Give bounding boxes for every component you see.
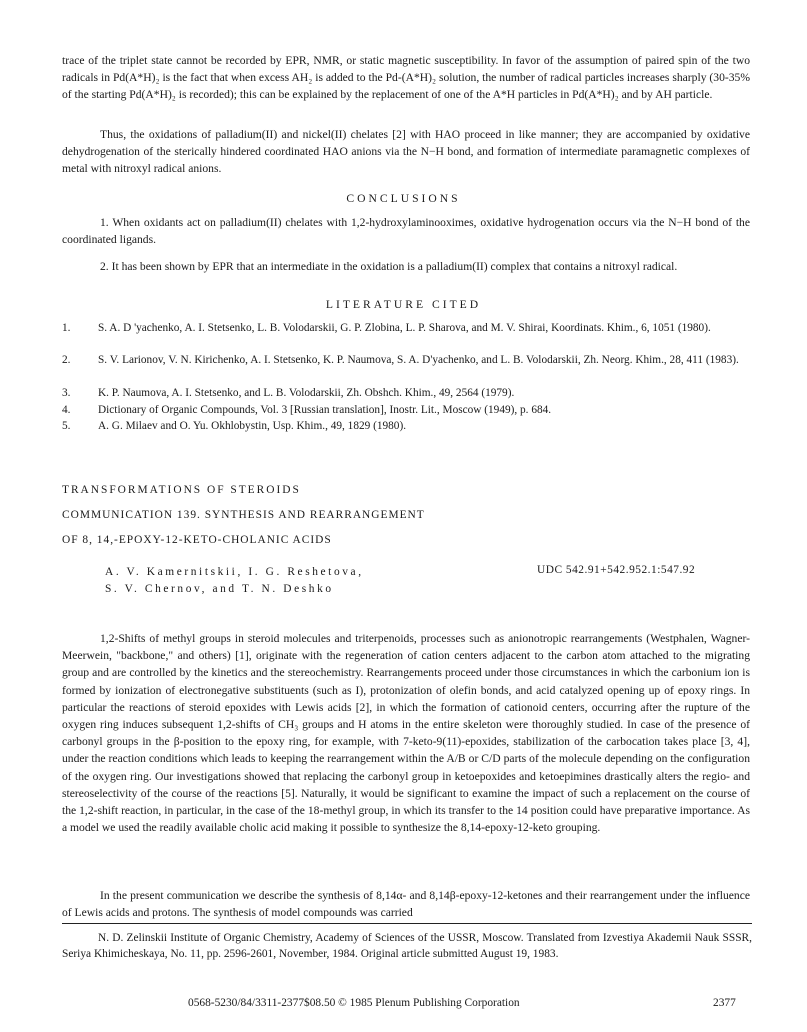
page-number: 2377 [713,997,736,1009]
reference-item [62,352,750,368]
body-paragraph: 1,2-Shifts of methyl groups in steroid molecules and triterpenoids, processes such as anionotropic rearrangements (Westphalen, Wagner-Meerwein, "backbone," and others) [1], originate with the regeneration of cation centers adjacent to the carbon atom attached to the migrating group and are controlled by the kinetics and the stereochemistry. Rearrangements proceed under those circumstances in which the carbonium ion is formed by ionization of electronegative substituents (such as I), protonization of olefin bonds, and acid catalyzed opening up of epoxy rings. In particular the reactions of steroid epoxides with Lewis acids [2], in which the formation of cationoid centers, occurring after the rupture of the oxygen ring induces subsequent 1,2-shifts of CH₃ groups and H atoms in the entire skeleton were thoroughly studied. In case of the presence of carbonyl groups in the β-position to the epoxy ring, for example, with 7-keto-9(11)-epoxides, stabilization of the carbocation takes place [3, 4], under the reaction conditions which leads to keeping the rearrangement within the A/B or C/D parts of the molecule depending on the configuration of the oxygen ring. Our investigations showed that replacing the carbonyl group in ketoepoxides and ketoepimines drastically alters the regio- and stereoselectivity of the course of the reactions [5]. Naturally, it would be significant to examine the impact of such a replacement on the course of the 1,2-shift reaction, in particular, in the case of the 18-methyl group, in which its transfer to the 14 position could have preparative importance. As a model we used the readily available cholic acid making it possible to synthesize the 8,14-epoxy-12-keto grouping. [62,632,750,835]
reference-text: K. P. Naumova, A. I. Stetsenko, and L. B. Volodarskii, Zh. Obshch. Khim., 49, 2564 (1979). [98,387,515,399]
udc-code: UDC 542.91+542.952.1:547.92 [537,564,696,576]
reference-text: A. G. Milaev and O. Yu. Okhlobystin, Usp. Khim., 49, 1829 (1980). [98,420,407,432]
reference-text: S. V. Larionov, V. N. Kirichenko, A. I. Stetsenko, K. P. Naumova, S. A. D'yachenko, and L. B. Volodarskii, Zh. Neorg. Khim., 28, 411 (1983). [98,354,739,366]
reference-item [62,320,750,336]
reference-number: 5. [62,420,71,432]
conclusions-heading: CONCLUSIONS [346,192,461,205]
footnote: N. D. Zelinskii Institute of Organic Chemistry, Academy of Sciences of the USSR, Moscow. Translated from Izvestiya Akademii Nauk SSSR, Seriya Khimicheskaya, No. 11, pp. 2596-2601, November, 1984. Original article submitted August 19, 1983. [62,932,752,960]
series-title: TRANSFORMATIONS OF STEROIDS [62,484,301,496]
reference-item [62,402,750,418]
reference-item [62,418,750,434]
reference-number: 2. [62,354,71,366]
article-title-line: OF 8, 14,-EPOXY-12-KETO-CHOLANIC ACIDS [62,534,332,546]
literature-heading: LITERATURE CITED [325,298,482,311]
footnote-rule [62,923,752,924]
copyright-line: 0568-5230/84/3311-2377$08.50 © 1985 Plenum Publishing Corporation [188,997,520,1009]
authors-line: A. V. Kamernitskii, I. G. Reshetova, [105,566,364,578]
article-title-line: COMMUNICATION 139. SYNTHESIS AND REARRANGEMENT [62,509,425,521]
reference-text: S. A. D 'yachenko, A. I. Stetsenko, L. B. Volodarskii, G. P. Zlobina, L. P. Sharova, and M. V. Shirai, Koordinats. Khim., 6, 1051 (1980). [98,322,711,334]
body-paragraph: In the present communication we describe the synthesis of 8,14α- and 8,14β-epoxy-12-ketones and their rearrangement under the influence of Lewis acids and protons. The synthesis of model compounds was carried [62,889,750,920]
conclusion-item: 2. It has been shown by EPR that an intermediate in the oxidation is a palladium(II) complex that contains a nitroxyl radical. [100,260,678,273]
reference-item [62,385,750,401]
authors-line: S. V. Chernov, and T. N. Deshko [105,583,334,595]
reference-text: Dictionary of Organic Compounds, Vol. 3 [Russian translation], Inostr. Lit., Moscow (1949), p. 684. [98,404,552,416]
body-paragraph: trace of the triplet state cannot be recorded by EPR, NMR, or static magnetic susceptibility. In favor of the assumption of paired spin of the two radicals in Pd(A*H)₂ is the fact that when excess AH₂ is added to the Pd-(A*H)₂ solution, the number of radical particles increases sharply (30-35% of the starting Pd(A*H)₂ is recorded); this can be explained by the replacement of one of the A*H particles in Pd(A*H)₂ and by AH particle. [62,54,750,102]
conclusion-item: 1. When oxidants act on palladium(II) chelates with 1,2-hydroxylaminooximes, oxidative hydrogenation occurs via the N−H bond of the coordinated ligands. [62,216,750,247]
reference-number: 4. [62,404,71,416]
reference-number: 1. [62,322,71,334]
body-paragraph: Thus, the oxidations of palladium(II) and nickel(II) chelates [2] with HAO proceed in like manner; they are accompanied by oxidative dehydrogenation of the sterically hindered coordinated HAO anions via the N−H bond, and formation of intermediate paramagnetic complexes of metal with nitroxyl radical anions. [62,128,750,176]
reference-number: 3. [62,387,71,399]
